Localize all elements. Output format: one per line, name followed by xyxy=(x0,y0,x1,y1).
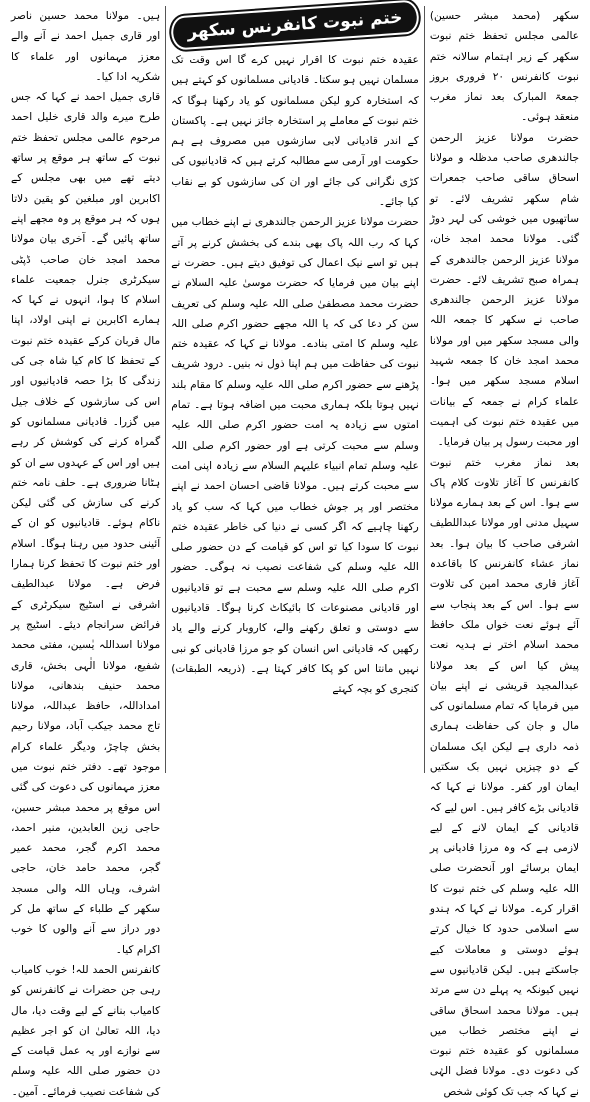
article-paragraph: سکھر (محمد مبشر حسین) عالمی مجلس تحفظ ختم نبوت سکھر کے زیر اہتمام سالانہ ختم نبوت کانفرنس ۲۰ فروری بروز جمعۃ المبارک بعد نماز مغرب منعقد ہوئی۔ xyxy=(429,10,579,124)
article-paragraph: کانفرنس الحمد للہ! خوب کامیاب رہی جن حضرات نے کانفرنس کو کامیاب بنانے کے لیے وقت دیا، مال دیا، اللہ تعالیٰ ان کو اجر عظیم سے نوازے اور یہ عمل قیامت کے دن حضور صلی اللہ علیہ وسلم کی شفاعت نصیب فرمائے۔ آمین۔ xyxy=(11,963,161,1098)
column-right xyxy=(425,6,584,1098)
headline-container xyxy=(171,8,419,42)
article-paragraph: عقیدہ ختم نبوت کا اقرار نہیں کرے گا اس وقت تک مسلمان نہیں ہو سکتا۔ قادیانی مسلمانوں کو کہتے ہیں کہ استخارہ کرو لیکن مسلمانوں کو یاد رکھنا ہوگا کہ ختم نبوت کے معاملے پر استخارہ جائز نہیں ہے۔ پاکستان کے اندر قادیانی لابی سازشوں میں مصروف ہے ہم حکومت اور آرمی سے مطالبہ کرتے ہیں کہ قادیانیوں کی کڑی نگرانی کی جائے اور ان کی سازشوں کو بے نقاب کیا جائے۔ xyxy=(171,54,419,209)
article-paragraph: قاری جمیل احمد نے کہا کہ جس طرح میرے والد قاری خلیل احمد مرحوم عالمی مجلس تحفظ ختم نبوت کے ساتھ ہر موقع پر ساتھ دیتے تھے میں بھی مجلس کے اکابرین اور مبلغین کو یقین دلاتا ہوں کہ ہر موقع پر وہ مجھے اپنے ساتھ پائیں گے۔ آخری بیان مولانا محمد امجد خان صاحب ڈپٹی سیکرٹری جنرل جمعیت علماء اسلام کا ہوا، انہوں نے کہا کہ ہمارے اکابرین نے اپنی اولاد، اپنا مال قربان کرکے عقیدہ ختم نبوت کے تحفظ کا کام کیا شاہ جی کی زندگی کا بڑا حصہ قادیانیوں اور اس کی سازشوں کے خلاف جیل میں گزرا۔ قادیانی مسلمانوں کو گمراہ کرنے کی کوشش کر رہے ہیں اور اس کے عہدوں سے ان کو ہٹانا ضروری ہے۔ حلف نامہ ختم کرنے کی سازش کی گئی لیکن ناکام ہوئے۔ قادیانیوں کو ان کے آئینی حدود میں رہنا ہوگا۔ اسلام اور ختم نبوت کا تحفظ کرنا ہمارا فرض ہے۔ مولانا عبدالطیف اشرفی نے اسٹیج سیکرٹری کے فرائض سرانجام دیئے۔ اسٹیج پر مولانا اسداللہ یٰسین، مفتی محمد شفیع، مولانا الٰہی بخش، قاری محمد حنیف بندھانی، مولانا امداداللہ، حافظ عبداللہ، مولانا تاج محمد جیکب آباد، مولانا رحیم بخش چاچڑ، ودیگر علماء کرام موجود تھے۔ دفتر ختم نبوت میں معزز مہمانوں کی دعوت کی گئی اس موقع پر محمد مبشر حسین، حاجی زین العابدین، منیر احمد، محمد اکرم گجر، محمد عمیر گجر، محمد حامد خان، حاجی اشرف، وہاں اللہ والی مسجد سکھر کے طلباء کے ساتھ مل کر دور دراز سے آنے والوں کا خوب اکرام کیا۔ xyxy=(11,91,161,956)
column-middle xyxy=(166,6,425,773)
column-left xyxy=(6,6,166,1098)
headline-banner: ختم نبوت کانفرنس سکھر xyxy=(170,0,419,51)
article-paragraph: حضرت مولانا عزیز الرحمن جالندھری نے اپنے خطاب میں کہا کہ رب اللہ پاک بھی بندے کی بخشش کرنے پر آتے ہیں تو اسے نیک اعمال کی توفیق دیتے ہیں۔ حضرت نے اپنے بیان میں فرمایا کہ حضرت موسیٰ علیہ السلام نے حضرت محمد مصطفیٰ صلی اللہ علیہ وسلم کی تعریف سن کر دعا کی کہ یا اللہ مجھے حضور اکرم صلی اللہ علیہ وسلم کا امتی بنادے۔ مولانا نے کہا کہ عقیدہ ختم نبوت کی حفاظت میں ہم اپنا ذول نہ بنیں۔ درود شریف پڑھنے سے حضور اکرم صلی اللہ علیہ وسلم کا مقام بلند نہیں ہوتا بلکہ ہماری محبت میں اضافہ ہوتا ہے۔ تمام امتوں سے زیادہ یہ امت حضور اکرم صلی اللہ علیہ وسلم سے محبت کرتی ہے اور حضور اکرم صلی اللہ علیہ وسلم تمام انبیاء علیہم السلام سے زیادہ اپنی امت سے محبت کرتے ہیں۔ مولانا قاضی احسان احمد نے اپنے مختصر اور پر جوش خطاب میں کہا کہ سب کو یاد رکھنا چاہیے کہ اگر کسی نے دنیا کی خاطر عقیدہ ختم نبوت کا سودا کیا تو اس کو قیامت کے دن حضور صلی اللہ علیہ وسلم کی شفاعت نصیب نہ ہوگی۔ حضور اکرم صلی اللہ علیہ وسلم سے محبت ہے تو قادیانیوں اور قادیانی مصنوعات کا بائیکاٹ کرنا ہوگا۔ قادیانیوں سے دوستی و تعلق رکھنے والے، کاروبار کرنے والے یاد رکھیں کہ قادیانی اس انسان کو جو مرزا قادیانی کو نبی نہیں مانتا اس کو پکا کافر کہتا ہے۔ (ذریعہ الطبقات) کنجری کو بچہ کہتے xyxy=(171,216,419,696)
article-paragraph: حضرت مولانا عزیز الرحمن جالندھری صاحب مدظلہ و مولانا اسحاق ساقی صاحب جمعرات شام سکھر تشریف لائے۔ تو ساتھیوں میں خوشی کی لہر دوڑ گئی۔ مولانا محمد امجد خان، مولانا عزیز الرحمن جالندھری کے ہمراہ صبح تشریف لائے۔ حضرت مولانا عزیز الرحمن جالندھری صاحب نے سکھر کا جمعہ اللہ والی مسجد سکھر میں اور مولانا محمد امجد خان کا جمعہ شہید اسلام مسجد سکھر میں ہوا۔ علماء کرام نے جمعہ کے بیانات میں عقیدہ ختم نبوت کی اہمیت اور محبت رسول پر بیان فرمایا۔ xyxy=(429,131,579,449)
article-paragraph: ہیں۔ مولانا محمد حسین ناصر اور قاری جمیل احمد نے آنے والے معزز مہمانوں اور علماء کا شکریہ ادا کیا۔ xyxy=(11,10,161,83)
article-columns xyxy=(6,6,584,1098)
article-paragraph: بعد نماز مغرب ختم نبوت کانفرنس کا آغاز تلاوت کلام پاک سے ہوا۔ اس کے بعد ہمارے مولانا سہیل مدنی اور مولانا عبداللطیف اشرفی صاحب کا بیان ہوا۔ بعد نماز عشاء کانفرنس کا باقاعدہ آغاز قاری محمد امین کی تلاوت سے ہوا۔ اس کے بعد پنجاب سے آئے ہوئے نعت خواں ملک حافظ محمد اسلام اختر نے ہدیہ نعت پیش کیا اس کے بعد مولانا عبدالمجید قریشی نے اپنے بیان میں فرمایا کہ تمام مسلمانوں کی مال و جان کی حفاظت ہماری ذمہ داری ہے لیکن ایک مسلمان کے دو چیزیں نہیں بک سکتیں ایمان اور کفر۔ مولانا نے کہا کہ قادیانی بڑے کافر ہیں۔ اس لیے کہ قادیانی کے ایمان لانے کے لیے لازمی ہے کہ وہ مرزا قادیانی پر ایمان برسائے اور آنحضرت صلی اللہ علیہ وسلم کی ختم نبوت کا اقرار کرے۔ مولانا نے کہا کہ ہندو سے اسلامی حدود کا خیال کرتے ہوئے دوستی و معاملات کیے جاسکتے ہیں۔ لیکن قادیانیوں سے نہیں کیونکہ یہ پہلے دن سے مرتد ہیں۔ مولانا محمد اسحاق ساقی نے اپنے مختصر خطاب میں مسلمانوں کو عقیدہ ختم نبوت کی دعوت دی۔ مولانا فضل الہٰی نے کہا کہ جب تک کوئی شخص xyxy=(429,456,579,1098)
